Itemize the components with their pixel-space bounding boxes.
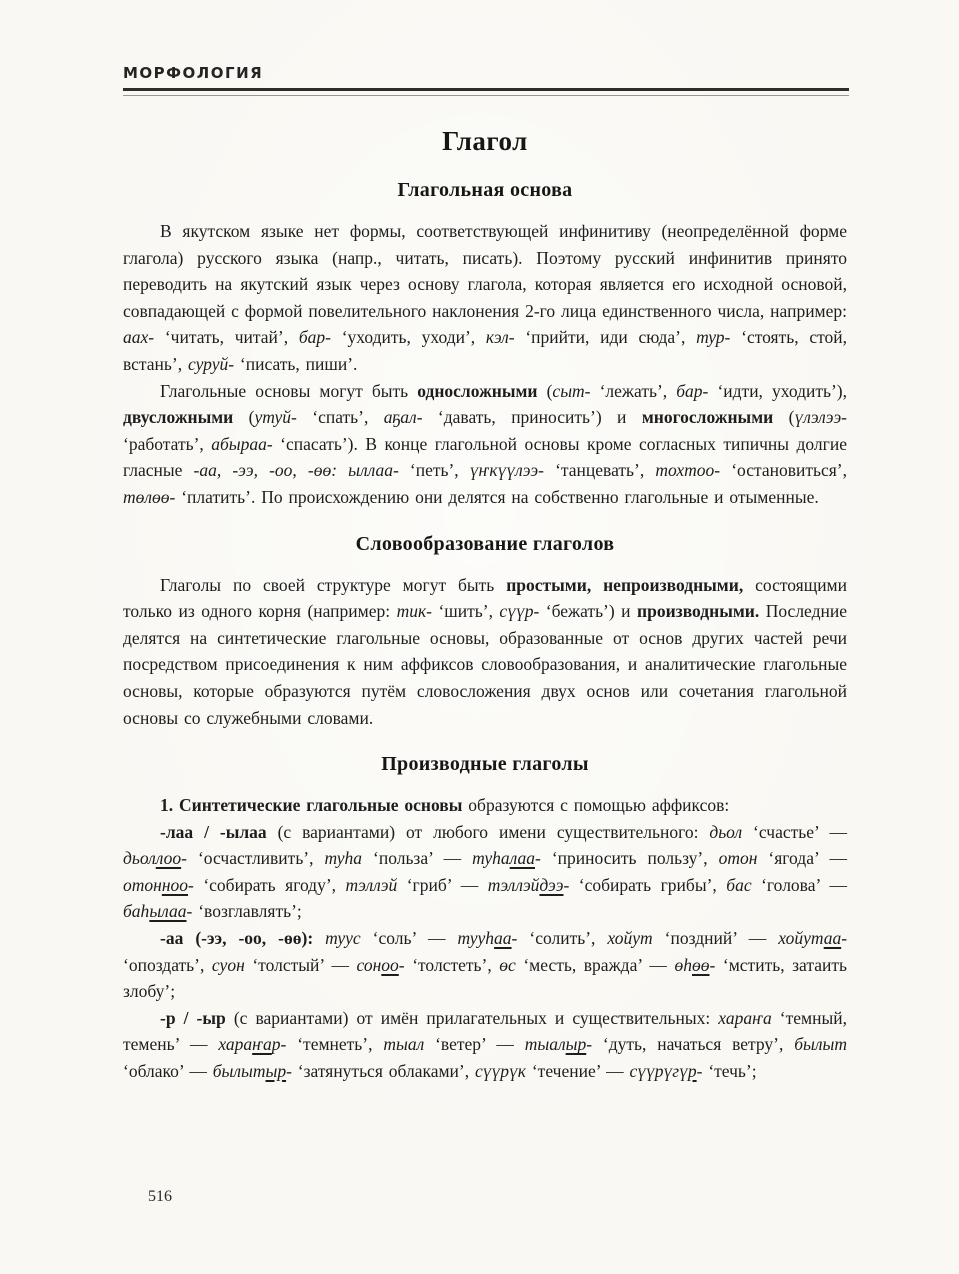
text-run: Глагольные основы могут быть — [160, 380, 418, 401]
text-run: ( — [233, 407, 255, 428]
text-run: ‘соль’ — — [360, 928, 458, 949]
paragraph-stem-syllables — [123, 378, 847, 511]
text-run: лоо — [155, 848, 182, 869]
text-run: - — [709, 954, 716, 975]
text-run: баһ — [123, 901, 150, 922]
text-run: Последние делятся на синтетические глагольные основы, образованные от основ других частей речи посредством присоединения к ним аффиксов словообразования, и аналитические глагольные основы, которые образуются путём словосложения двух основ или сочетания глагольной основы со служебными словами. — [123, 601, 847, 728]
text-run: - — [535, 848, 541, 869]
text-run: оо — [381, 954, 399, 975]
text-run: аа — [823, 928, 842, 949]
text-run: тыал — [524, 1034, 566, 1055]
text-run: сүүр- — [499, 601, 540, 622]
text-run: ‘бежать’) и — [539, 601, 638, 622]
text-run: өһ — [674, 954, 692, 975]
paragraph-verb-structure — [123, 572, 847, 732]
text-run: аа — [494, 928, 512, 949]
text-run: ‘стоять, стой, встань’, — [123, 327, 848, 374]
text-run: ‘идти, уходить’), — [708, 380, 848, 401]
text-run: отон — [718, 848, 758, 869]
text-run: былыт — [794, 1034, 847, 1055]
text-run: туһа — [324, 848, 362, 869]
page-number: 516 — [148, 1188, 172, 1205]
text-run — [337, 460, 348, 480]
text-run: туһа — [472, 848, 510, 869]
text-run: производными. — [637, 601, 760, 622]
text-run: образуются с помощью аффиксов: — [462, 795, 730, 816]
text-run: - — [186, 901, 193, 922]
text-run: ‘собирать грибы’, — [569, 874, 727, 895]
text-run: суон — [211, 954, 245, 975]
text-run: ‘мстить, затаить злобу’; — [123, 954, 847, 1002]
text-run: ‘уходить, уходи’, — [330, 327, 486, 348]
text-run: ‘течь’; — [702, 1061, 757, 1082]
text-run: ‘течение’ — — [525, 1061, 630, 1082]
text-run: ‘писать, пиши’. — [234, 353, 358, 374]
text-run: аах- — [123, 327, 155, 348]
text-run: - — [696, 1061, 703, 1082]
running-head: МОРФОЛОГИЯ — [123, 64, 264, 82]
text-run: ‘голова’ — — [751, 874, 848, 895]
heading-word-formation: Словообразование глаголов — [355, 532, 615, 555]
text-run: сыт- — [552, 380, 591, 401]
text-run: - — [286, 1061, 292, 1082]
text-run: р- — [271, 1034, 287, 1055]
text-run: дээ — [539, 874, 564, 895]
text-run: тур- — [696, 327, 731, 348]
text-run: ‘месть, вражда’ — — [515, 954, 675, 975]
text-run: ‘танцевать’, — [543, 460, 656, 481]
text-run: - — [563, 874, 570, 895]
text-run — [313, 928, 325, 948]
text-run: В якутском языке нет формы, соответствующей инфинитиву (неопределённой форме глагола) русского языка (напр., читать, писать). Поэтому русский инфинитив принято переводить на якутский язык через основу глагола, которая является его исходной основой, совпадающей с формой повелительного наклонения 2-го лица единственного числа, например: — [123, 221, 848, 321]
text-run: ‘облако’ — — [123, 1061, 213, 1082]
text-run: ‘темный, темень’ — — [123, 1007, 847, 1055]
heading-derived-verbs: Производные глаголы — [381, 753, 589, 776]
paragraph-synthetic-stems — [123, 792, 847, 819]
text-run: ноо — [161, 874, 189, 895]
text-run: - — [841, 928, 848, 949]
text-run: тик- — [396, 601, 432, 622]
text-run: -р / -ыр — [160, 1007, 226, 1028]
paragraph-affix-aa — [123, 925, 847, 1005]
text-run: -лаа / -ылаа — [160, 821, 267, 842]
text-run: Глаголы по своей структуре могут быть — [160, 574, 507, 595]
header-rule — [123, 88, 849, 96]
text-run: ‘ягода’ — — [757, 848, 848, 869]
text-run: ‘остановиться’, — [720, 460, 847, 481]
text-run: сон — [356, 954, 382, 975]
document-body — [123, 112, 847, 1085]
text-run: состоящими только из одного корня (например: — [123, 574, 848, 622]
text-run: хойут — [607, 928, 653, 949]
text-run: ‘спать’, — [296, 407, 384, 428]
text-run: хараҥа — [718, 1007, 772, 1028]
text-run: - — [181, 848, 187, 869]
text-run: тохтоо- — [655, 460, 721, 481]
text-run: ‘дуть, начаться ветру’, — [592, 1034, 795, 1055]
text-run: простыми, непроизводными, — [506, 574, 744, 595]
text-run: туус — [325, 928, 361, 949]
paragraph-infinitive — [123, 218, 847, 378]
text-run: ‘толстеть’, — [404, 954, 500, 975]
text-run: двусложными — [123, 407, 234, 428]
text-run: (с вариантами) от любого имени существительного: — [266, 821, 710, 842]
text-run: ‘осчастливить’, — [186, 848, 325, 869]
text-run: бас — [726, 874, 752, 895]
text-run: төлөө- — [123, 486, 176, 507]
text-run: односложными — [417, 380, 538, 401]
title-verb: Глагол — [442, 126, 528, 156]
text-run: (с вариантами) от имён прилагательных и существительных: — [225, 1007, 719, 1028]
paragraph-affix-laa — [123, 819, 847, 925]
text-run: ‘ветер’ — — [424, 1034, 525, 1055]
text-run: былыт — [212, 1061, 266, 1082]
text-run: ‘платить’. По происхождению они делятся на собственно глагольные и отыменные. — [175, 486, 819, 507]
text-run: ‘петь’, — [398, 460, 470, 481]
text-run: - — [511, 928, 518, 949]
text-run: ( — [773, 407, 795, 428]
text-run: лаа — [509, 848, 536, 869]
text-run: ыр — [565, 1034, 587, 1055]
text-run: 1. Синтетические глагольные основы — [160, 795, 463, 816]
text-run: утуй- — [254, 407, 297, 428]
text-run: өө — [692, 954, 710, 975]
text-run: хара — [218, 1034, 253, 1055]
text-run: ылаа — [149, 901, 187, 922]
text-run: ҥа — [252, 1034, 272, 1055]
text-run: үҥкүүлээ- — [469, 460, 544, 481]
text-run: ‘прийти, иди сюда’, — [514, 327, 697, 348]
text-run: -аа, -ээ, -оо, -өө: — [193, 460, 338, 481]
text-run: -аа (-ээ, -оо, -өө): — [160, 928, 314, 949]
text-run: ‘читать, читай’, — [154, 327, 299, 348]
text-run: отон — [123, 874, 162, 895]
text-run: ( — [537, 380, 553, 401]
heading-verb-stem: Глагольная основа — [397, 179, 573, 201]
text-run: ‘опоздать’, — [123, 954, 212, 975]
text-run: ‘шить’, — [431, 601, 500, 622]
text-run: сүүрүк — [475, 1061, 526, 1082]
text-run: суруй- — [187, 353, 235, 374]
text-run: ‘темнеть’, — [286, 1034, 384, 1055]
text-run: аҕал- — [383, 407, 423, 428]
text-run: бар- — [676, 380, 709, 401]
text-run: сүүрүг — [629, 1061, 680, 1082]
text-run: тууһ — [457, 928, 495, 949]
text-run: ‘собирать ягоду’, — [193, 874, 346, 895]
text-run: ‘лежать’, — [590, 380, 677, 401]
text-run: дьол — [709, 821, 743, 842]
text-run: ‘спасать’). В конце глагольной основы кроме согласных типичны долгие гласные — [123, 433, 847, 481]
text-run: ‘возглавлять’; — [192, 901, 302, 922]
text-run: ‘солить’, — [517, 928, 608, 949]
text-run: ‘работать’, — [123, 433, 212, 454]
text-run: бар- — [298, 327, 331, 348]
text-run: ‘польза’ — — [362, 848, 473, 869]
text-run: ыр — [265, 1061, 287, 1082]
text-run: хойут — [778, 928, 824, 949]
text-run: ‘счастье’ — — [742, 821, 847, 842]
text-run: тыал — [383, 1034, 425, 1055]
text-run: кэл- — [485, 327, 515, 348]
text-run: ‘давать, приносить’) и — [422, 407, 642, 428]
text-run: абыраа- — [211, 433, 273, 454]
text-run: ‘толстый’ — — [244, 954, 357, 975]
text-run: үлэлээ- — [794, 407, 848, 428]
text-run: - — [398, 954, 405, 975]
text-run: ыллаа- — [348, 460, 399, 481]
text-run: ‘приносить пользу’, — [540, 848, 719, 869]
text-run: ‘затянуться облаками’, — [291, 1061, 475, 1082]
text-run: многосложными — [641, 407, 774, 428]
text-run: - — [586, 1034, 593, 1055]
text-run: - — [188, 874, 194, 895]
text-run: өс — [499, 954, 516, 975]
text-run: тэллэй — [345, 874, 398, 895]
text-run: ‘гриб’ — — [397, 874, 488, 895]
text-run: дьол — [123, 848, 156, 869]
text-run: үр — [679, 1061, 697, 1082]
text-run: ‘поздний’ — — [652, 928, 779, 949]
text-run: тэллэй — [487, 874, 540, 895]
paragraph-affix-r — [123, 1005, 847, 1085]
